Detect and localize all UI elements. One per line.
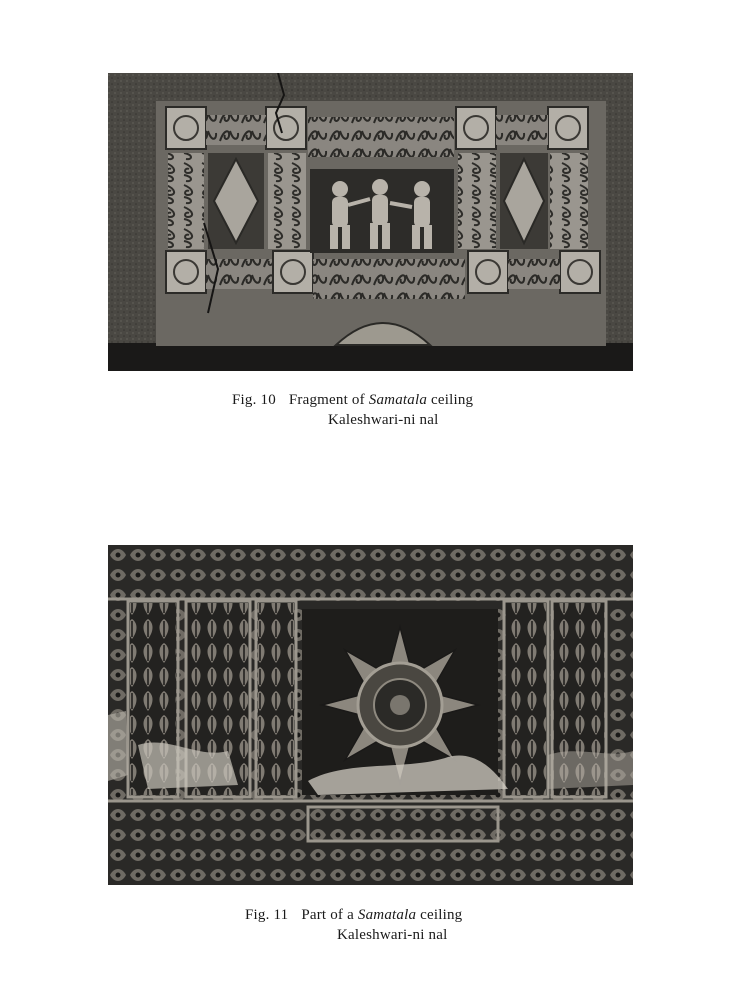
figure-location: Kaleshwari-ni nal — [328, 412, 439, 428]
figure-number: Fig. 10 — [232, 392, 276, 408]
carved-ceiling-fragment-image — [108, 73, 633, 371]
caption-text-end: ceiling — [431, 392, 474, 408]
caption-text-end: ceiling — [420, 907, 463, 923]
figure-location: Kaleshwari-ni nal — [337, 927, 448, 943]
carved-ceiling-image — [108, 545, 633, 885]
figure-10-photo — [108, 73, 633, 371]
caption-text: Part of a — [301, 907, 354, 923]
caption-text: Fragment of — [288, 392, 365, 408]
figure-10-caption — [232, 390, 473, 430]
caption-italic-term: Samatala — [368, 392, 428, 408]
caption-italic-term: Samatala — [357, 907, 417, 923]
figure-11-photo — [108, 545, 633, 885]
figure-11-caption — [245, 905, 462, 945]
figure-number: Fig. 11 — [245, 907, 289, 923]
